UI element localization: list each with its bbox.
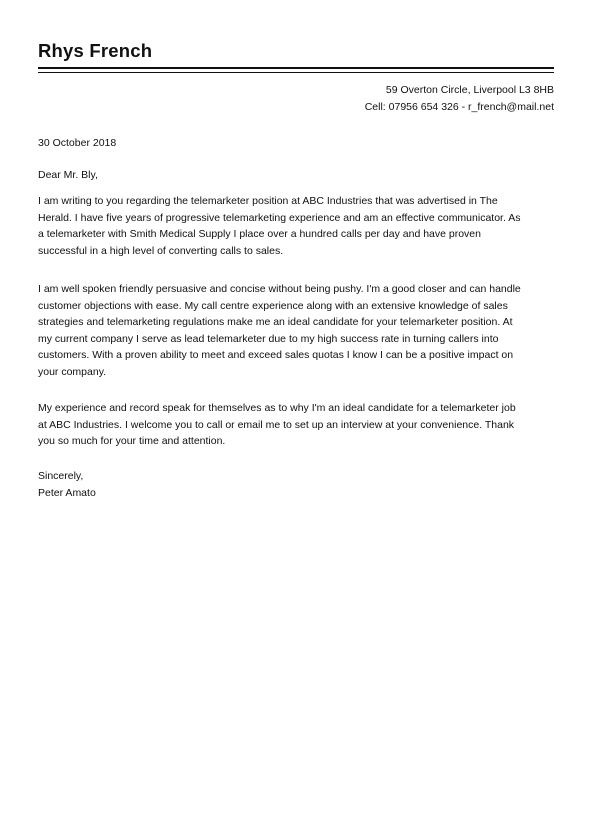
salutation: Dear Mr. Bly, <box>38 169 98 181</box>
closing: Sincerely, <box>38 470 84 482</box>
paragraph-line: successful in a high level of converting calls to sales. <box>38 244 284 257</box>
paragraph-line: my current company I serve as lead telemarketer due to my high success rate in turning callers into <box>38 332 499 345</box>
paragraph-line: Herald. I have five years of progressive telemarketing experience and am an effective communicator. As <box>38 211 521 224</box>
paragraph-line: I am well spoken friendly persuasive and concise without being pushy. I'm a good closer and can handle <box>38 283 521 295</box>
paragraph-line: your company. <box>38 365 107 378</box>
applicant-name: Rhys French <box>38 40 153 61</box>
paragraph-line: My experience and record speak for themselves as to why I'm an ideal candidate for a telemarketer job <box>38 402 516 414</box>
header-rule-thick <box>38 67 554 69</box>
letter-date: 30 October 2018 <box>38 137 117 149</box>
paragraph-line: customer objections with ease. My call centre experience along with an extensive knowledge of sales <box>38 299 508 312</box>
paragraph-line: you so much for your time and attention. <box>38 435 226 447</box>
contact-line: Cell: 07956 654 326 - r_french@mail.net <box>364 101 554 113</box>
address-line: 59 Overton Circle, Liverpool L3 8HB <box>385 84 554 96</box>
paragraph-line: customers. With a proven ability to meet and exceed sales quotas I know I can be a positive impact on <box>38 349 514 361</box>
paragraph-line: at ABC Industries. I welcome you to call or email me to set up an interview at your convenience. Thank <box>38 418 515 431</box>
paragraph-3 <box>38 400 558 450</box>
paragraph-2 <box>38 281 558 380</box>
paragraph-line: strategies and telemarketing regulations make me an ideal candidate for your telemarketer position. At <box>38 316 513 328</box>
paragraph-1 <box>38 193 558 259</box>
paragraph-line: a telemarketer with Smith Medical Supply I place over a hundred calls per day and have proven <box>38 228 481 240</box>
signature-name: Peter Amato <box>38 487 96 499</box>
header-rule-thin <box>38 72 554 73</box>
paragraph-line: I am writing to you regarding the telemarketer position at ABC Industries that was advertised in The <box>38 195 498 207</box>
